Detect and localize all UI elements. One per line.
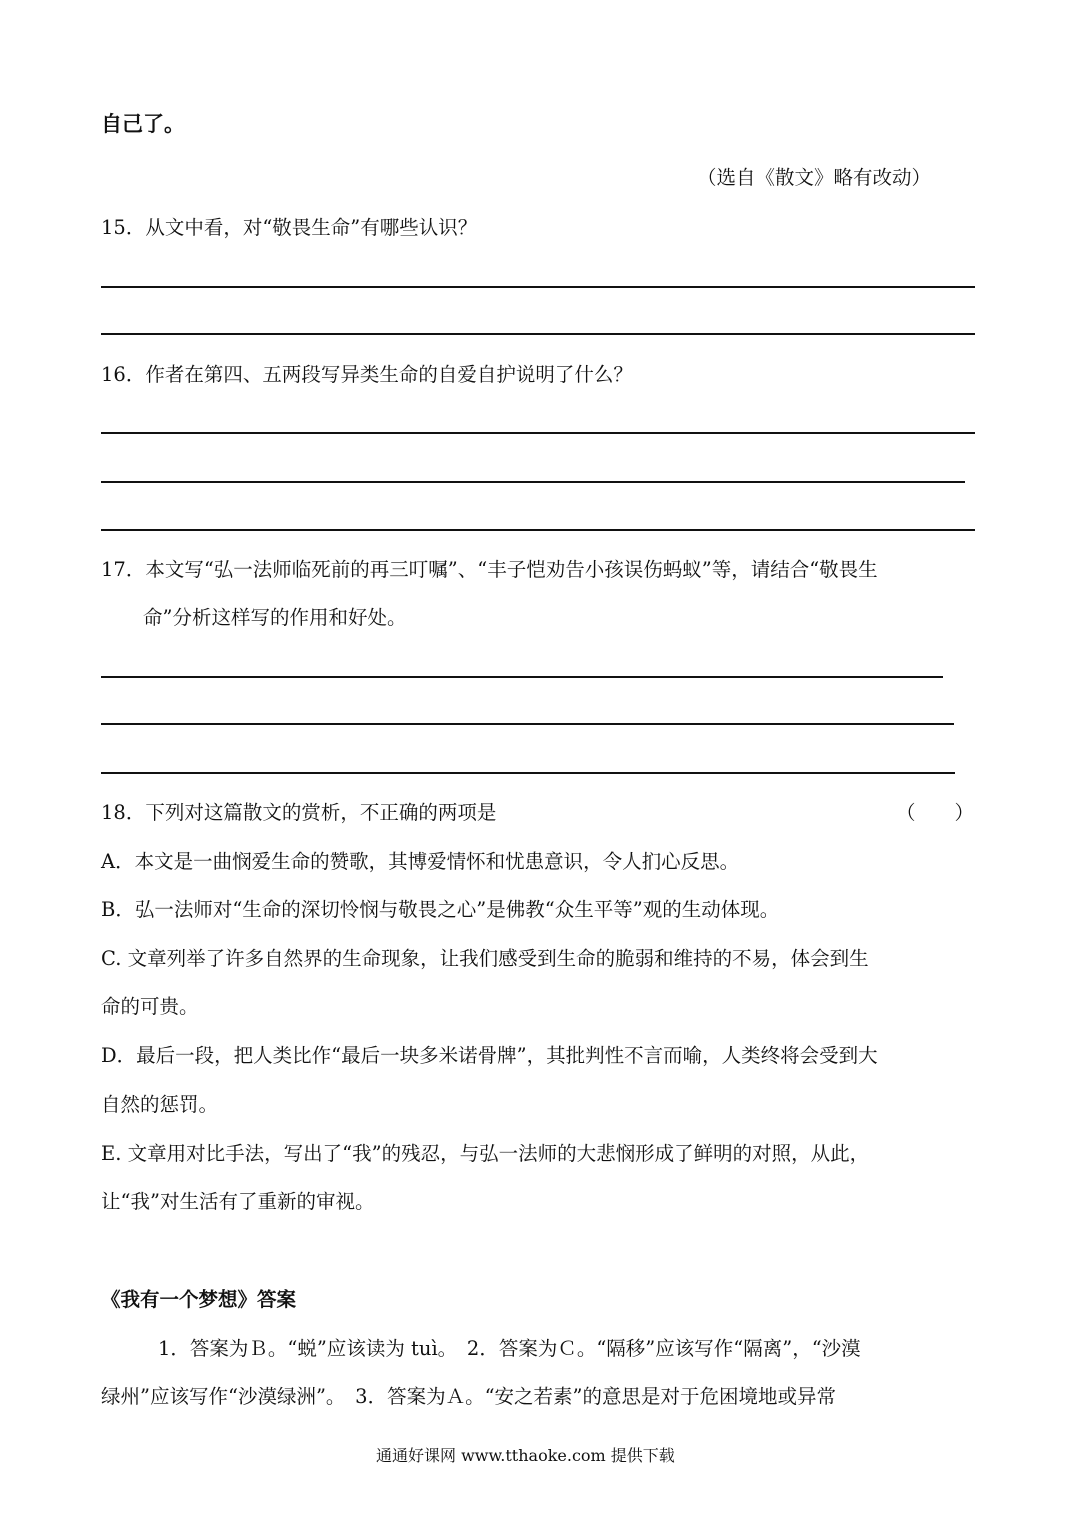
option-d-line1: D．最后一段，把人类比作“最后一块多米诺骨牌”，其批判性不言而喻，人类终将会受到大 <box>101 1044 878 1067</box>
continuation-text: 自己了。 <box>101 112 185 136</box>
answers-heading: 《我有一个梦想》答案 <box>101 1288 297 1311</box>
answer-line <box>101 772 955 774</box>
answer-line <box>101 333 975 335</box>
question-16: 16．作者在第四、五两段写异类生命的自爱自护说明了什么？ <box>101 363 633 386</box>
option-b: B．弘一法师对“生命的深切怜悯与敬畏之心”是佛教“众生平等”观的生动体现。 <box>101 898 780 921</box>
option-a: A．本文是一曲悯爱生命的赞歌，其博爱情怀和忧患意识，令人扪心反思。 <box>101 850 740 873</box>
answer-line <box>101 676 943 678</box>
answer-line <box>101 481 965 483</box>
option-c-line1: C. 文章列举了许多自然界的生命现象，让我们感受到生命的脆弱和维持的不易，体会到生 <box>101 947 869 970</box>
option-d-line2: 自然的惩罚。 <box>101 1093 219 1116</box>
answer-line <box>101 529 975 531</box>
option-c-line2: 命的可贵。 <box>101 995 199 1018</box>
option-e-line2: 让“我”对生活有了重新的审视。 <box>101 1190 375 1213</box>
page-footer: 通通好课网 www.tthaoke.com 提供下载 <box>376 1446 675 1465</box>
question-18: 18．下列对这篇散文的赏析，不正确的两项是 <box>101 801 497 824</box>
source-note: （选自《散文》略有改动） <box>697 166 932 189</box>
answers-line1: 1．答案为Ｂ。“蜕”应该读为 tuì。 2．答案为Ｃ。“隔移”应该写作“隔离”，“沙漠 <box>158 1337 861 1360</box>
answer-line <box>101 432 975 434</box>
answer-bracket: （ ） <box>896 801 975 824</box>
question-15: 15．从文中看，对“敬畏生命”有哪些认识？ <box>101 216 478 239</box>
answers-line2: 绿州”应该写作“沙漠绿洲”。 3．答案为Ａ。“安之若素”的意思是对于危困境地或异常 <box>101 1385 837 1408</box>
answer-line <box>101 723 954 725</box>
question-17-line2: 命”分析这样写的作用和好处。 <box>143 606 407 629</box>
answer-line <box>101 286 975 288</box>
question-17-line1: 17．本文写“弘一法师临死前的再三叮嘱”、“丰子恺劝告小孩误伤蚂蚁”等，请结合“敬畏生 <box>101 558 878 581</box>
option-e-line1: E. 文章用对比手法，写出了“我”的残忍，与弘一法师的大悲悯形成了鲜明的对照，从此， <box>101 1142 870 1165</box>
